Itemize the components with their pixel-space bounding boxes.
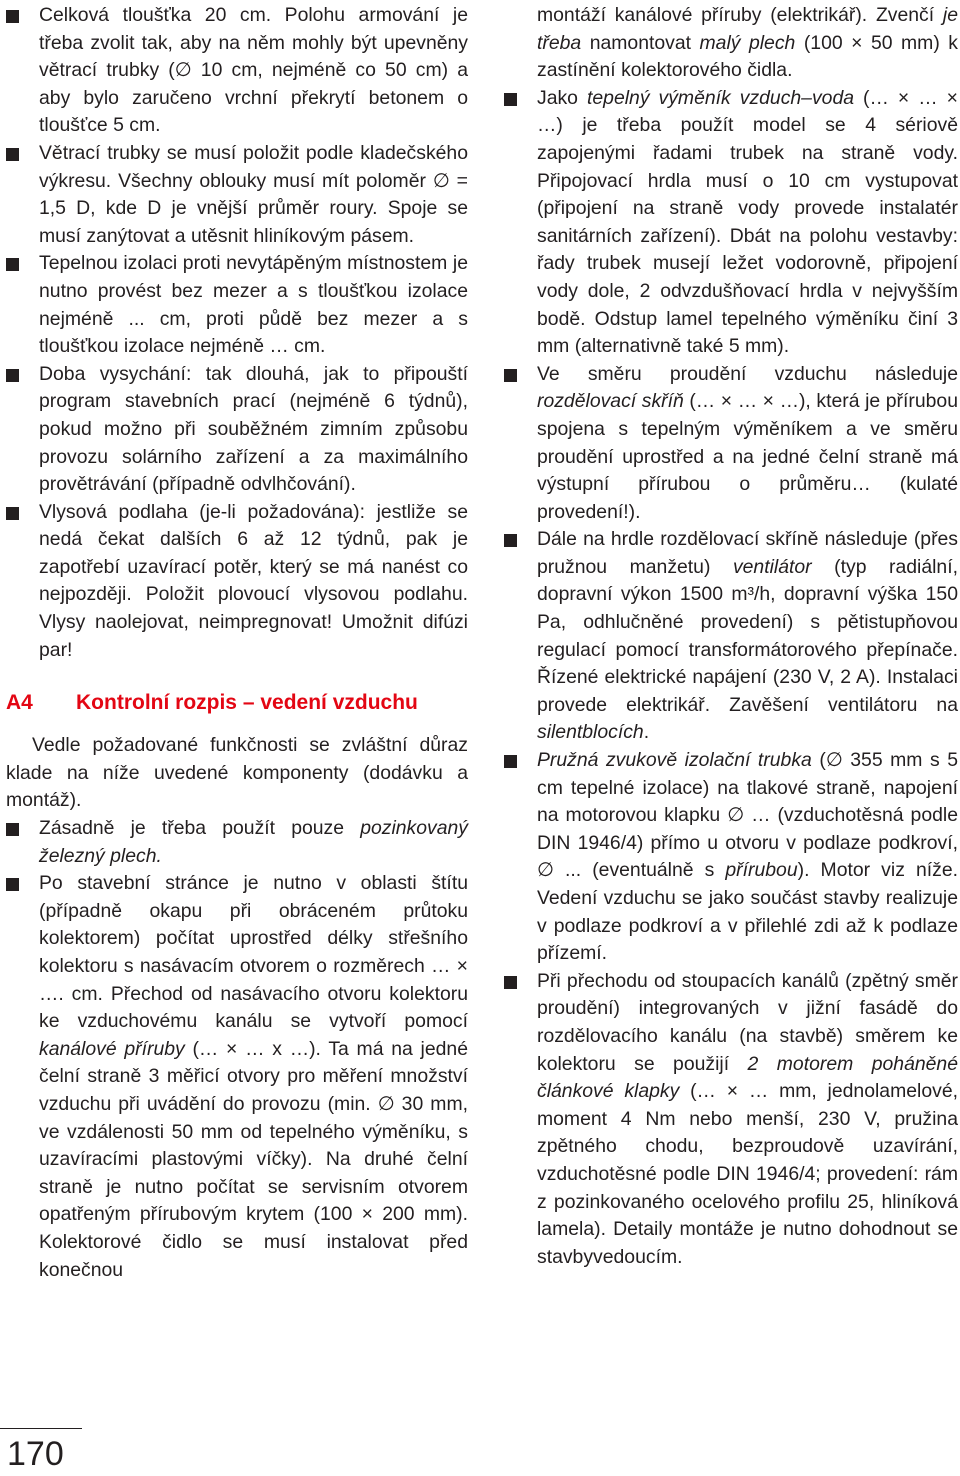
page-number-rule — [0, 1428, 82, 1429]
list-item-text: Celková tloušťka 20 cm. Polohu armování je třeba zvolit tak, aby na něm mohly být upevněny větrací trubky (∅ 10 cm, nejméně co 50 cm) a aby bylo zaručeno vrchní překrytí betonem o tloušťce 5 cm. — [39, 4, 468, 137]
text-run: Jako — [537, 86, 587, 109]
square-bullet-icon — [6, 823, 19, 836]
list-item — [504, 747, 958, 968]
square-bullet-icon — [6, 507, 19, 520]
text-run: (100 × 50 mm) k zastínění kolektorového čidla. — [537, 31, 958, 82]
list-item-text: Vlysová podlaha (je-li požadována): jestliže se nedá čekat dalších 6 až 12 týdnů, pak je zapotřebí uzavírací potěr, který se má nanést co nejpozději. Položit plovoucí vlysovou podlahu. Vlysy naolejovat, neimpregnovat! Umožnit difúzi par! — [39, 500, 468, 661]
list-item — [504, 85, 958, 361]
section-heading — [6, 688, 468, 718]
right-column — [504, 2, 958, 1271]
square-bullet-icon — [504, 976, 517, 989]
text-run: (typ radiální, dopravní výkon 1500 m³/h, dopravní výška 150 Pa, odhlučněné provedení) s pětistupňovou regulací pomocí transformátorového přepínače. Řízené elektrické napájení (230 V, 2 A). Instalaci provede elektrikář. Zavěšení ventilátoru na — [537, 555, 958, 716]
square-bullet-icon — [6, 148, 19, 161]
emphasis-text: 2 motorem poháněné článkové klapky — [537, 1052, 958, 1103]
text-run: (… × … mm, jednolamelové, moment 4 Nm nebo menší, 230 V, pružina zpětného chodu, bezproudově uzavírání, vzduchotěsné podle DIN 1946/4; provedení: rám z pozinkovaného ocelového profilu 25, hliníková lamela). Detaily montáže je nutno dohodnout se stavbyvedoucím. — [537, 1080, 958, 1268]
emphasis-text: rozdělovací skříň — [537, 390, 684, 413]
square-bullet-icon — [504, 93, 517, 106]
text-run: ). Motor viz níže. Vedení vzduchu se jako součást stavby realizuje v podlaze podkroví a v přilehlé zdi až k podlaze přízemí. — [537, 859, 958, 965]
emphasis-text: je třeba — [537, 4, 958, 54]
emphasis-text: kanálové příruby — [39, 1037, 185, 1060]
text-run: (… × … × …) je třeba použít model se 4 sériově zapojenými řadami trubek na straně vody. Připojovací hrdla musí o 10 cm vystupovat (připojení na straně vody provede instalatér sanitárních zařízení). Dbát na polohu vestavby: řady trubek musejí ležet vodorovně, připojení vody dole, 2 odvzdušňovací hrdla v nejvyšším bodě. Odstup lamel tepelného výměníku činí 3 mm (alternativně také 5 mm). — [537, 86, 958, 358]
square-bullet-icon — [6, 10, 19, 23]
text-run: Po stavební stránce je nutno v oblasti štítu (případně okapu při obráceném průtoku kolektorem) počítat uprostřed délky střešního kolektoru s nasávacím otvorem o rozměrech … × …. cm. Přechod od nasávacího otvoru kolektoru ke vzduchovému kanálu se vytvoří pomocí — [39, 872, 468, 1033]
list-item — [6, 250, 468, 360]
text-run: Při přechodu od stoupacích kanálů (zpětný směr proudění) integrovaných v jižní fasádě do rozdělovacího kanálu (na stavbě) směrem ke kolektoru se použijí — [537, 969, 958, 1075]
square-bullet-icon — [504, 369, 517, 382]
emphasis-text: přírubou — [725, 859, 798, 882]
list-item-text: Doba vysychání: tak dlouhá, jak to připouští program stavebních prací (nejméně 6 týdnů), pokud možno při souběžném zimním způsobu provozu solárního zařízení a za maximálního provětrávání (případně odvlhčování). — [39, 362, 468, 496]
page-number: 170 — [7, 1435, 64, 1473]
text-run: (… × … × …), která je přírubou spojena s tepelným výměníkem a ve směru proudění uprostřed a na jedné čelní straně má výstupní přírubou o průměru… (kulaté provedení!). — [537, 390, 958, 523]
intro-paragraph: Vedle požadované funkčnosti se zvláštní důraz klade na níže uvedené komponenty (dodávku a montáž). — [6, 734, 468, 812]
list-item — [6, 361, 468, 499]
text-run: (∅ 355 mm s 5 cm tepelné izolace) na tlakové straně, napojení na motorovou klapku ∅ … (vzduchotěsná podle DIN 1946/4) přímo u otvoru v podlaze podkroví, ∅ ... (eventuálně s — [537, 749, 958, 882]
emphasis-text: ventilátor — [732, 555, 812, 578]
section-code: A4 — [6, 691, 33, 715]
list-item — [6, 499, 468, 665]
square-bullet-icon — [504, 534, 517, 547]
list-item-text: Větrací trubky se musí položit podle kladečského výkresu. Všechny oblouky musí mít poloměr ∅ = 1,5 D, kde D je vnější průměr roury. Spoje se musí zanýtovat a utěsnit hliníkovým pásem. — [39, 141, 468, 247]
text-run: (… × … x …). Ta má na jedné čelní straně 3 měřicí otvory pro měření množství vzduchu při uvádění do provozu (min. ∅ 30 mm, ve vzdálenosti 50 mm od tepelného výměníku, s uzavíracími plastovými víčky). Na druhé čelní straně je nutno počítat se servisním otvorem opatřeným přírubovým krytem (100 × 200 mm). Kolektorové čidlo se musí instalovat před konečnou — [39, 1037, 468, 1281]
text-run: montáží kanálové příruby (elektrikář). Zvenčí — [537, 4, 943, 26]
text-run: namontovat — [581, 31, 700, 54]
text-run: Ve směru proudění vzduchu následuje — [537, 362, 958, 385]
text-run: Zásadně je třeba použít pouze — [39, 817, 361, 840]
list-item — [504, 526, 958, 747]
list-item — [504, 968, 958, 1272]
text-run: . — [643, 721, 650, 744]
text-run: Dále na hrdle rozdělovací skříně následuje (přes pružnou manžetu) — [537, 528, 958, 578]
emphasis-text: silentblocích — [537, 721, 644, 744]
emphasis-text: pozinkovaný železný plech. — [39, 817, 468, 867]
square-bullet-icon — [504, 755, 517, 768]
square-bullet-icon — [6, 258, 19, 271]
left-column — [6, 2, 468, 1284]
continuation-text — [504, 2, 958, 85]
square-bullet-icon — [6, 878, 19, 891]
list-item-text: Tepelnou izolaci proti nevytápěným místnostem je nutno provést bez mezer a s tloušťkou izolace nejméně ... cm, proti půdě bez mezer a s tloušťkou izolace nejméně … cm. — [39, 252, 468, 358]
emphasis-text: tepelný výměník vzduch–voda — [586, 86, 855, 109]
emphasis-text: Pružná zvukově izolační trubka — [537, 749, 812, 772]
list-item — [504, 361, 958, 527]
list-item — [6, 140, 468, 250]
list-item — [6, 870, 468, 1284]
square-bullet-icon — [6, 369, 19, 382]
list-item — [6, 815, 468, 870]
emphasis-text: malý plech — [699, 31, 796, 54]
list-item — [6, 2, 468, 140]
section-title: Kontrolní rozpis – vedení vzduchu — [76, 691, 418, 715]
